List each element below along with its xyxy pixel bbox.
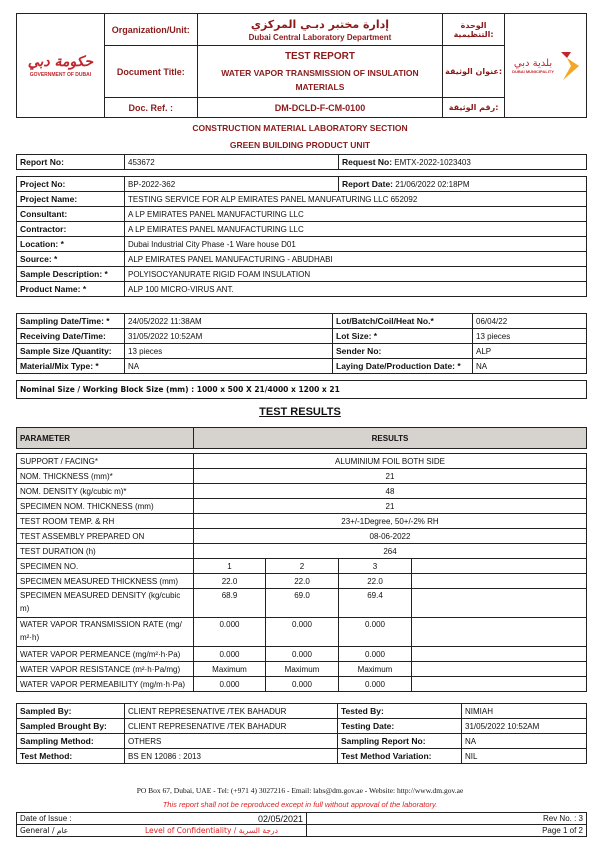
result-row: [17, 529, 587, 544]
sender-value: ALP: [473, 344, 587, 359]
results-table: [16, 453, 587, 692]
specimen-row: [17, 618, 587, 647]
receiving-date-value: 31/05/2022 10:52AM: [125, 329, 333, 344]
receiving-date-label: Receiving Date/Time:: [17, 329, 125, 344]
brought-by-value: CLIENT REPRESENATIVE /TEK BAHADUR: [125, 719, 338, 734]
specimen-row: [17, 589, 587, 618]
empty-cell: [412, 677, 587, 692]
sampled-by-value: CLIENT REPRESENATIVE /TEK BAHADUR: [125, 704, 338, 719]
material-label: Material/Mix Type: *: [17, 359, 125, 374]
parameter-name: WATER VAPOR RESISTANCE (m²·h·Pa/mg): [17, 662, 194, 677]
specimen-2-value: 69.0: [266, 589, 339, 618]
result-row: [17, 454, 587, 469]
specimen-1-value: 1: [194, 559, 266, 574]
government-of-dubai-logo: حكومة دبي GOVERNMENT OF DUBAI: [17, 14, 105, 118]
source-label: Source: *: [17, 252, 125, 267]
parameter-name: TEST ROOM TEMP. & RH: [17, 514, 194, 529]
section-title: CONSTRUCTION MATERIAL LABORATORY SECTION: [192, 123, 408, 133]
result-value: 264: [194, 544, 587, 559]
dubai-municipality-emblem-icon: [557, 52, 579, 80]
variation-value: NIL: [462, 749, 587, 764]
ref-label-arabic: رقم الوثيقة:: [443, 98, 505, 118]
specimen-3-value: Maximum: [339, 662, 412, 677]
consultant-label: Consultant:: [17, 207, 125, 222]
empty-cell: [412, 589, 587, 618]
parameter-name: SPECIMEN NO.: [17, 559, 194, 574]
specimen-1-value: Maximum: [194, 662, 266, 677]
parameter-name: TEST DURATION (h): [17, 544, 194, 559]
laying-date-value: NA: [473, 359, 587, 374]
sample-size-value: 13 pieces: [125, 344, 333, 359]
sampling-date-label: Sampling Date/Time: *: [17, 314, 125, 329]
rev-no: Rev No. : 3: [307, 813, 587, 825]
lot-size-label: Lot Size: *: [333, 329, 473, 344]
results-column-header: RESULTS: [194, 428, 587, 449]
laying-date-label: Laying Date/Production Date: *: [333, 359, 473, 374]
specimen-3-value: 22.0: [339, 574, 412, 589]
unit-title: GREEN BUILDING PRODUCT UNIT: [229, 140, 371, 150]
result-row: [17, 469, 587, 484]
product-name-value: ALP 100 MICRO-VIRUS ANT.: [125, 282, 587, 297]
nominal-size: Nominal Size / Working Block Size (mm) : 1000 x 500 X 21/4000 x 1200 x 21: [17, 381, 587, 399]
org-label-arabic: الوحدة التنظيمية:: [443, 14, 505, 46]
specimen-2-value: 2: [266, 559, 339, 574]
footer-table: [16, 812, 587, 837]
result-row: [17, 544, 587, 559]
location-value: Dubai Industrial City Phase -1 Ware house D01: [125, 237, 587, 252]
sampling-method-label: Sampling Method:: [17, 734, 125, 749]
empty-cell: [412, 647, 587, 662]
contractor-label: Contractor:: [17, 222, 125, 237]
confidentiality: General / عام Level of Confidentiality / درجة السرية: [17, 825, 307, 837]
lot-size-value: 13 pieces: [473, 329, 587, 344]
result-value: 21: [194, 499, 587, 514]
org-label: Organization/Unit:: [104, 14, 197, 46]
contact-line: PO Box 67, Dubai, UAE - Tel: (+971 4) 3027216 - Email: labs@dm.gov.ae - Website: http://www.dm.gov.ae: [136, 786, 464, 795]
ref-label: Doc. Ref. :: [104, 98, 197, 118]
results-header: [16, 427, 587, 449]
specimen-1-value: 0.000: [194, 677, 266, 692]
parameter-name: TEST ASSEMBLY PREPARED ON: [17, 529, 194, 544]
report-no-table: [16, 154, 587, 170]
result-row: [17, 484, 587, 499]
specimen-1-value: 68.9: [194, 589, 266, 618]
source-value: ALP EMIRATES PANEL MANUFACTURING - ABUDHABI: [125, 252, 587, 267]
testing-date-value: 31/05/2022 10:52AM: [462, 719, 587, 734]
specimen-1-value: 22.0: [194, 574, 266, 589]
sampling-table: [16, 313, 587, 374]
contractor-value: A LP EMIRATES PANEL MANUFACTURING LLC: [125, 222, 587, 237]
empty-cell: [412, 618, 587, 647]
project-table: [16, 176, 587, 297]
specimen-3-value: 0.000: [339, 647, 412, 662]
doc-ref-value: DM-DCLD-F-CM-0100: [197, 98, 442, 118]
specimen-3-value: 0.000: [339, 618, 412, 647]
result-value: 48: [194, 484, 587, 499]
parameter-name: WATER VAPOR PERMEABILITY (mg/m·h·Pa): [17, 677, 194, 692]
report-no-value: 453672: [125, 155, 339, 170]
specimen-2-value: 0.000: [266, 677, 339, 692]
tested-by-label: Tested By:: [338, 704, 462, 719]
specimen-1-value: 0.000: [194, 647, 266, 662]
empty-cell: [412, 559, 587, 574]
empty-cell: [412, 574, 587, 589]
result-value: 08-06-2022: [194, 529, 587, 544]
material-value: NA: [125, 359, 333, 374]
consultant-value: A LP EMIRATES PANEL MANUFACTURING LLC: [125, 207, 587, 222]
parameter-name: SPECIMEN MEASURED THICKNESS (mm): [17, 574, 194, 589]
specimen-3-value: 3: [339, 559, 412, 574]
specimen-1-value: 0.000: [194, 618, 266, 647]
specimen-2-value: Maximum: [266, 662, 339, 677]
specimen-3-value: 0.000: [339, 677, 412, 692]
test-results-title: TEST RESULTS: [259, 406, 341, 418]
empty-cell: [412, 662, 587, 677]
specimen-row: [17, 662, 587, 677]
parameter-name: WATER VAPOR TRANSMISSION RATE (mg/ m²·h): [17, 618, 194, 647]
title-label-arabic: عنوان الوثيقة:: [443, 46, 505, 98]
test-method-value: BS EN 12086 : 2013: [125, 749, 338, 764]
project-name-label: Project Name:: [17, 192, 125, 207]
document-title: TEST REPORT WATER VAPOR TRANSMISSION OF INSULATION MATERIALS: [197, 46, 442, 98]
report-date: Report Date: 21/06/2022 02:18PM: [339, 177, 587, 192]
sample-description-value: POLYISOCYANURATE RIGID FOAM INSULATION: [125, 267, 587, 282]
sampling-date-value: 24/05/2022 11:38AM: [125, 314, 333, 329]
title-label: Document Title:: [104, 46, 197, 98]
project-no-value: BP-2022-362: [125, 177, 339, 192]
lot-label: Lot/Batch/Coil/Heat No.*: [333, 314, 473, 329]
sampling-report-label: Sampling Report No:: [338, 734, 462, 749]
specimen-row: [17, 647, 587, 662]
parameter-name: SPECIMEN MEASURED DENSITY (kg/cubic m): [17, 589, 194, 618]
sampling-report-value: NA: [462, 734, 587, 749]
result-value: ALUMINIUM FOIL BOTH SIDE: [194, 454, 587, 469]
request-no: Request No: EMTX-2022-1023403: [339, 155, 587, 170]
tested-by-value: NIMIAH: [462, 704, 587, 719]
specimen-row: [17, 574, 587, 589]
project-name-value: TESTING SERVICE FOR ALP EMIRATES PANEL MANUFATURING LLC 652092: [125, 192, 587, 207]
parameter-column-header: PARAMETER: [17, 428, 194, 449]
lot-value: 06/04/22: [473, 314, 587, 329]
specimen-row: [17, 559, 587, 574]
specimen-2-value: 22.0: [266, 574, 339, 589]
sampled-by-label: Sampled By:: [17, 704, 125, 719]
testing-date-label: Testing Date:: [338, 719, 462, 734]
project-no-label: Project No:: [17, 177, 125, 192]
signoff-table: [16, 703, 587, 764]
brought-by-label: Sampled Brought By:: [17, 719, 125, 734]
parameter-name: NOM. DENSITY (kg/cubic m)*: [17, 484, 194, 499]
parameter-name: NOM. THICKNESS (mm)*: [17, 469, 194, 484]
nominal-size-table: [16, 380, 587, 399]
sample-size-label: Sample Size /Quantity:: [17, 344, 125, 359]
sampling-method-value: OTHERS: [125, 734, 338, 749]
org-value: إدارة مختبر دبـي المركزي Dubai Central Laboratory Department: [197, 14, 442, 46]
page-number: Page 1 of 2: [307, 825, 587, 837]
sample-description-label: Sample Description: *: [17, 267, 125, 282]
location-label: Location: *: [17, 237, 125, 252]
parameter-name: WATER VAPOR PERMEANCE (mg/m²·h·Pa): [17, 647, 194, 662]
parameter-name: SUPPORT / FACING*: [17, 454, 194, 469]
sender-label: Sender No:: [333, 344, 473, 359]
report-no-label: Report No:: [17, 155, 125, 170]
specimen-3-value: 69.4: [339, 589, 412, 618]
variation-label: Test Method Variation:: [338, 749, 462, 764]
result-row: [17, 514, 587, 529]
parameter-name: SPECIMEN NOM. THICKNESS (mm): [17, 499, 194, 514]
result-value: 23+/-1Degree, 50+/-2% RH: [194, 514, 587, 529]
specimen-2-value: 0.000: [266, 647, 339, 662]
dubai-municipality-logo: بلدية دبي DUBAI MUNICIPALITY: [505, 14, 587, 118]
result-row: [17, 499, 587, 514]
specimen-row: [17, 677, 587, 692]
specimen-2-value: 0.000: [266, 618, 339, 647]
product-name-label: Product Name: *: [17, 282, 125, 297]
disclaimer: This report shall not be reproduced except in full without approval of the laboratory.: [162, 800, 438, 809]
document-header: [16, 13, 587, 118]
date-of-issue: Date of Issue : 02/05/2021: [17, 813, 307, 825]
result-value: 21: [194, 469, 587, 484]
test-method-label: Test Method:: [17, 749, 125, 764]
